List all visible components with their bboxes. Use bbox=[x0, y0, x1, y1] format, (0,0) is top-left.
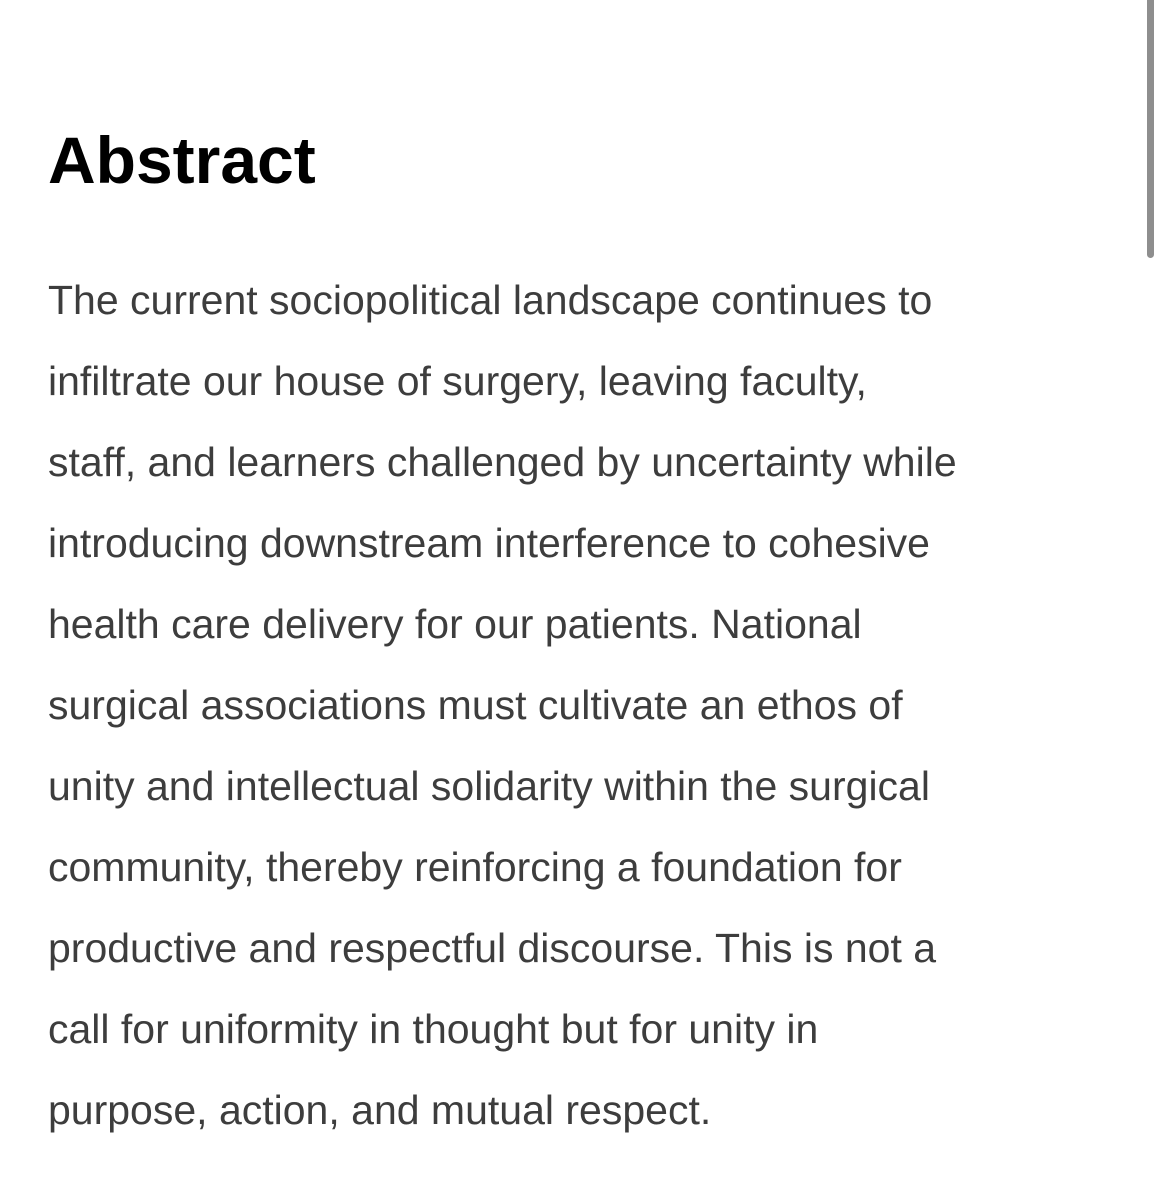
abstract-line: introducing downstream interference to cohesive bbox=[48, 520, 930, 566]
abstract-line: health care delivery for our patients. National bbox=[48, 601, 862, 647]
abstract-line: unity and intellectual solidarity within the surgical bbox=[48, 763, 930, 809]
abstract-line: productive and respectful discourse. This is not a bbox=[48, 925, 937, 971]
abstract-line: community, thereby reinforcing a foundation for bbox=[48, 844, 902, 890]
abstract-line: purpose, action, and mutual respect. bbox=[48, 1087, 712, 1133]
abstract-line: call for uniformity in thought but for unity in bbox=[48, 1006, 819, 1052]
abstract-heading: Abstract bbox=[48, 123, 316, 197]
abstract-line: surgical associations must cultivate an ethos of bbox=[48, 682, 903, 728]
abstract-line: staff, and learners challenged by uncertainty while bbox=[48, 439, 957, 485]
abstract-line: infiltrate our house of surgery, leaving faculty, bbox=[48, 358, 867, 404]
vertical-scrollbar[interactable] bbox=[1147, 0, 1154, 258]
abstract-line: The current sociopolitical landscape continues to bbox=[48, 277, 933, 323]
abstract-body bbox=[48, 260, 1128, 1151]
